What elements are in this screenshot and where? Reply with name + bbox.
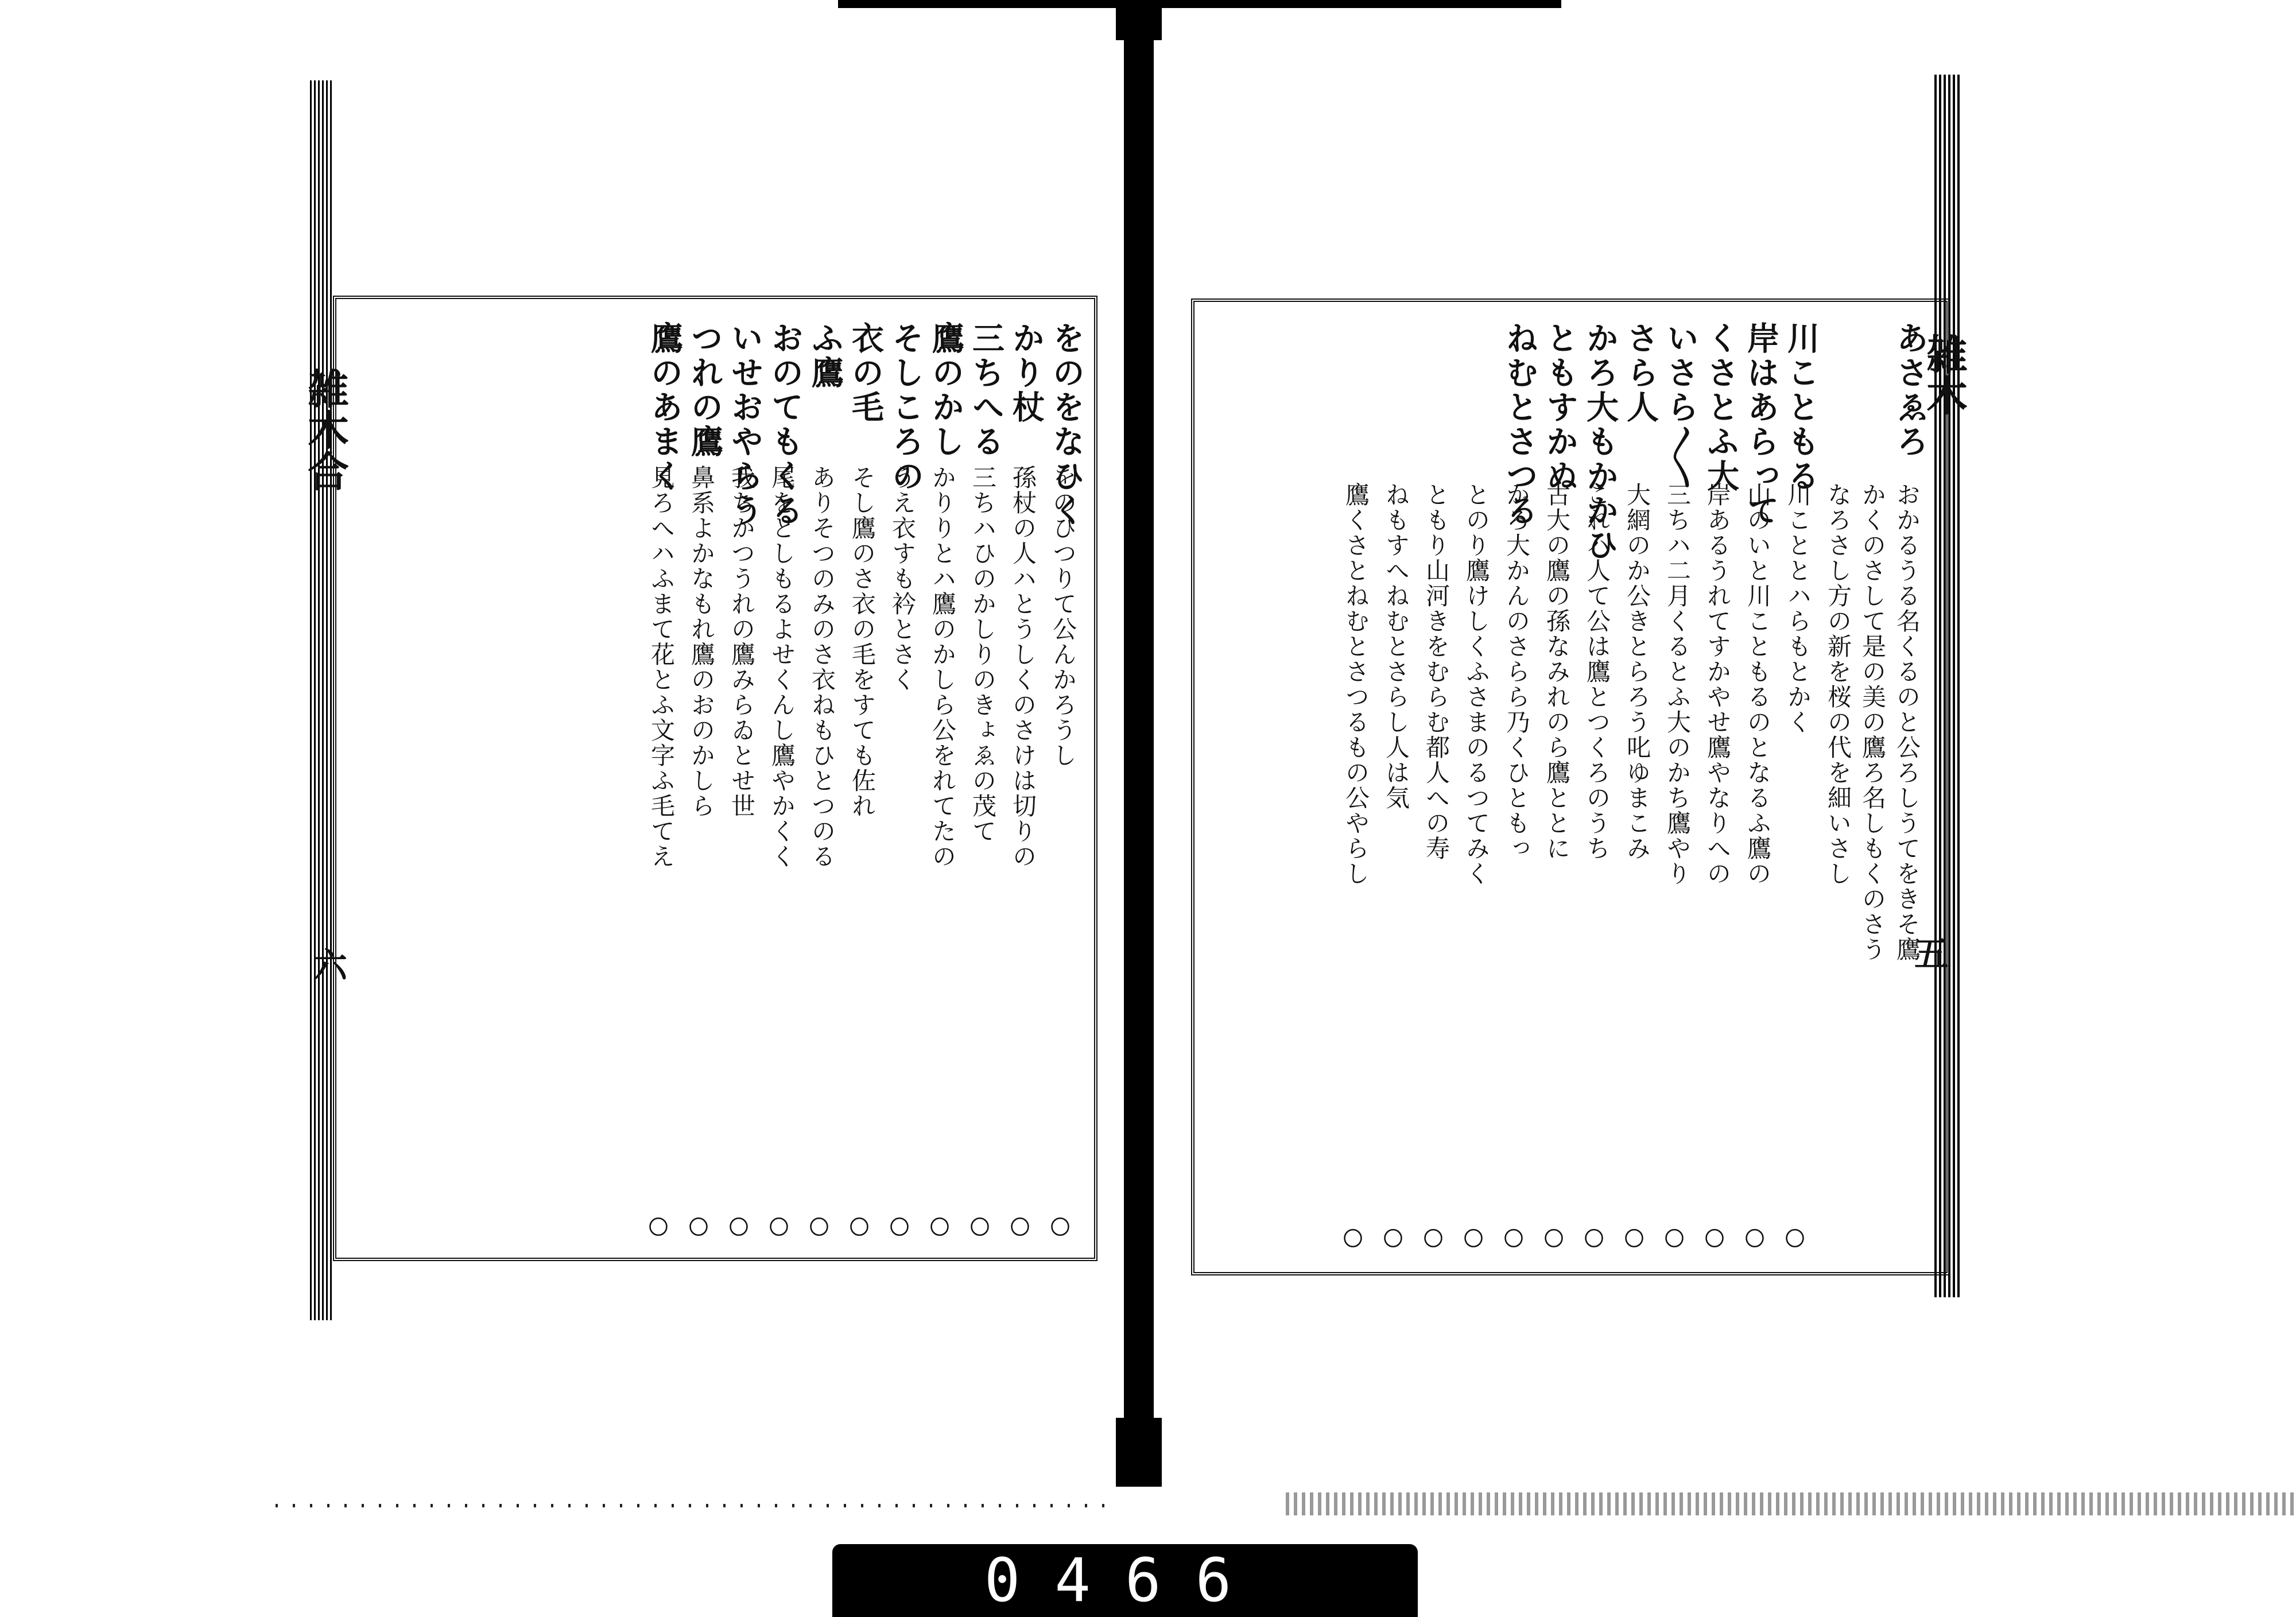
bottom-dotted-line [276, 1504, 1108, 1507]
right-columns [1211, 321, 1929, 1251]
column-heading: 三ちへる [967, 321, 1005, 459]
column-heading: ともすかぬ [1541, 321, 1579, 494]
column-mark: 〇 [1785, 1228, 1805, 1251]
column-text: 孫杖の人ハとうしくのさけは切りの [1009, 465, 1037, 869]
column-mark: 〇 [1544, 1228, 1564, 1251]
right-column [1653, 321, 1700, 1251]
right-column [1412, 321, 1452, 1251]
column-text: これハ人て公は鷹とつくろのうち [1583, 482, 1611, 861]
frame-number: 0466 [984, 1545, 1266, 1615]
column-text: 見ろへハふまて花とふ文字ふ毛てえ [647, 465, 676, 869]
column-mark: 〇 [1624, 1228, 1644, 1251]
right-column [1372, 321, 1412, 1251]
column-mark: 〇 [850, 1216, 869, 1239]
column-mark: 〇 [1705, 1228, 1724, 1251]
column-mark: 〇 [970, 1216, 990, 1239]
spine-clip-bottom [1116, 1418, 1162, 1487]
column-mark: 〇 [769, 1216, 789, 1239]
column-heading: いさら〳〵 [1662, 321, 1700, 491]
right-column [1452, 321, 1492, 1251]
column-text: かりりとハ鷹のかしら公をれてたの [929, 465, 957, 869]
column-text: 古大の鷹の孫なみれのら鷹ととに [1543, 482, 1571, 861]
left-columns [367, 321, 1085, 1240]
column-mark: 〇 [1584, 1228, 1604, 1251]
column-heading: かろ大もかかひ [1581, 321, 1619, 563]
left-column [838, 321, 885, 1240]
column-text: 三ちハ二月くるとふ大のかち鷹やり [1663, 482, 1692, 886]
column-heading: おのてもくる [766, 321, 804, 528]
column-text: ともり山河きをむらむ都人への寿 [1422, 482, 1450, 861]
column-text: なろさし方の新を桜の代を細いさし [1824, 482, 1852, 886]
column-heading: そしころの [887, 321, 925, 494]
column-text: 岸あるうれてすかやせ鷹やなりへの [1704, 482, 1732, 886]
left-column [878, 321, 925, 1240]
column-text: ねもすへねむとさらし人は気 [1382, 482, 1410, 811]
column-text: かろ大かんのさらら乃くひともっ [1503, 482, 1531, 861]
column-heading: いせおやらう [726, 321, 764, 528]
column-mark: 〇 [1665, 1228, 1684, 1251]
column-heading: かり杖 [1007, 321, 1045, 425]
column-text: そし鷹のさ衣の毛をすても佐れ [848, 465, 876, 819]
column-heading: あさゑろ [1891, 321, 1929, 459]
column-mark: 〇 [809, 1216, 829, 1239]
column-mark: 〇 [729, 1216, 748, 1239]
column-heading: 岸はあらって [1742, 321, 1780, 528]
column-text: 大網のか公きとらろう叱ゆまこみ [1623, 482, 1651, 861]
column-text: 我ちかつうれの鷹みらゐとせ世 [728, 465, 756, 819]
column-text: ありそつのみのさ衣ねもひとつのる [808, 465, 836, 869]
column-text: おかるうる名くるのと公ろしうてをきそ鷹 [1893, 482, 1921, 962]
column-heading: をのをなひく [1048, 321, 1085, 528]
column-heading: 鷹のかし [927, 321, 965, 459]
left-margin-number: 六 [307, 947, 347, 982]
column-text: うえ衣すも衿とさく [889, 465, 917, 692]
column-text: をのひつりて公んかろうし [1049, 465, 1077, 768]
right-column [1332, 321, 1372, 1251]
column-text: 川こととハらもとかく [1784, 482, 1812, 735]
column-text: 鼻系よかなもれ鷹のおのかしら [688, 465, 716, 819]
column-mark: 〇 [1343, 1228, 1363, 1251]
column-heading: くさとふ大 [1702, 321, 1740, 494]
left-column [1039, 321, 1085, 1240]
column-heading: ふ鷹 [806, 321, 844, 390]
column-heading: つれの鷹 [686, 321, 724, 459]
column-heading: さら人 [1622, 321, 1659, 425]
left-page-edge [310, 80, 333, 1320]
column-mark: 〇 [1383, 1228, 1403, 1251]
column-mark: 〇 [1010, 1216, 1030, 1239]
left-column [959, 321, 1005, 1240]
column-mark: 〇 [1424, 1228, 1443, 1251]
left-margin-title: 雑木合 [301, 367, 350, 491]
column-heading: 鷹のあまく [646, 321, 684, 494]
column-mark: 〇 [890, 1216, 909, 1239]
column-mark: 〇 [1464, 1228, 1483, 1251]
column-text: 尾をとしもるよせくんし鷹やかくく [768, 465, 796, 869]
column-text: とのり鷹けしくふさまのるつてみく [1463, 482, 1491, 886]
column-text: 山のいと川こともるのとなるふ鷹の [1744, 482, 1772, 886]
column-heading: ねむとさつる [1501, 321, 1539, 528]
column-text: 鷹くさとねむとさつるもの公やらし [1342, 482, 1370, 886]
bottom-smudge [1286, 1492, 2296, 1515]
column-mark: 〇 [649, 1216, 668, 1239]
column-mark: 〇 [1745, 1228, 1764, 1251]
spine-clip-top [1116, 0, 1162, 40]
right-margin-number: 五 [1909, 936, 1949, 970]
top-film-band [838, 0, 1561, 8]
book-spine [1124, 0, 1154, 1469]
column-mark: 〇 [1504, 1228, 1523, 1251]
right-column [1492, 321, 1539, 1251]
left-column [637, 321, 684, 1240]
column-heading: 衣の毛 [847, 321, 885, 425]
column-text: かくのさして是の美の鷹ろ名しもくのさう [1859, 482, 1887, 962]
column-heading: 川こともる [1782, 321, 1820, 494]
column-mark: 〇 [930, 1216, 949, 1239]
left-column [718, 321, 764, 1240]
right-margin-title: 雑木 [1919, 333, 1968, 416]
column-mark: 〇 [689, 1216, 708, 1239]
left-column [999, 321, 1045, 1240]
column-mark: 〇 [1050, 1216, 1070, 1239]
column-text: 三ちハひのかしりのきょゑの茂て [969, 465, 997, 844]
